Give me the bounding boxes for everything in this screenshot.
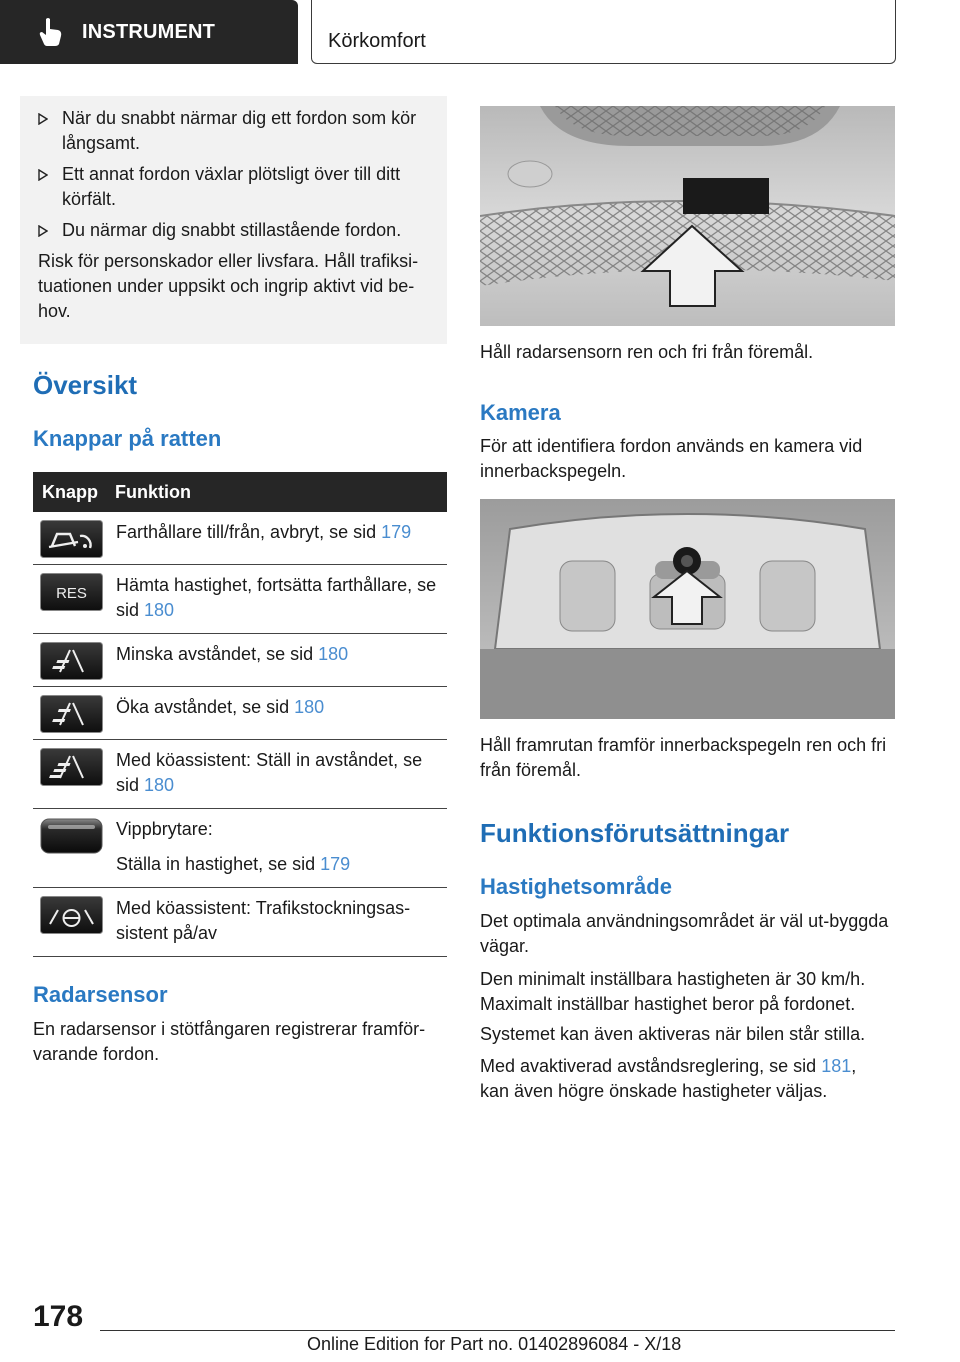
table-row — [33, 687, 447, 740]
warning-box — [20, 96, 447, 344]
page-link[interactable]: 181 — [821, 1056, 852, 1076]
camera-image-caption: Håll framrutan framför innerbackspegeln ren och fri från föremål. — [480, 735, 887, 780]
radar-image-caption: Håll radarsensorn ren och fri från föremål. — [480, 342, 814, 362]
page-link[interactable]: 179 — [320, 854, 351, 874]
function-cell: Hämta hastighet, fortsätta farthållare, se sid 180 — [111, 565, 447, 634]
warning-bullet: När du snabbt närmar dig ett fordon som kör långsamt. — [38, 106, 433, 156]
warning-bullet: Du närmar dig snabbt stillastående fordon. — [38, 218, 433, 243]
triangle-bullet-icon — [38, 225, 48, 237]
table-row — [33, 809, 447, 888]
table-row — [33, 512, 447, 565]
table-header-row — [33, 472, 447, 512]
radar-heading: Radarsensor — [33, 982, 168, 1007]
distance-decrease-icon — [40, 642, 103, 680]
chapter-tab[interactable] — [0, 0, 298, 64]
res-button-icon — [40, 573, 103, 611]
radar-text: En radarsensor i stötfångaren registrerar framför-varande fordon. — [33, 1019, 426, 1064]
chapter-tab-label: INSTRUMENT — [82, 20, 216, 43]
footer-edition: Online Edition for Part no. 01402896084 - X/18 — [307, 1334, 682, 1354]
function-cell: Vippbrytare: Ställa in hastighet, se sid 179 — [111, 809, 447, 888]
speed-paragraph-1: Det optimala användningsområdet är väl ut-byggda vägar. — [480, 911, 889, 956]
speed-paragraph-4: Med avaktiverad avståndsreglering, se sid 181, kan även högre önskade hastigheter väljas. — [480, 1056, 857, 1101]
radar-sensor-image — [480, 106, 895, 326]
warning-text: Risk för personskador eller livsfara. Håll trafiksi-tuationen under uppsikt och ingrip aktivt vid be-hov. — [38, 251, 419, 321]
warning-bullet: Ett annat fordon växlar plötsligt över till ditt körfält. — [38, 162, 433, 212]
table-row — [33, 740, 447, 809]
queue-assistant-distance-icon — [40, 748, 103, 786]
table-row — [33, 888, 447, 957]
footer-divider — [100, 1330, 895, 1331]
camera-text: För att identifiera fordon används en kamera vid innerbackspegeln. — [480, 436, 863, 481]
pointing-hand-icon — [38, 17, 64, 47]
function-cell: Med köassistent: Trafikstockningsas-sistent på/av — [111, 888, 447, 957]
speed-paragraph-3: Systemet kan även aktiveras när bilen står stilla. — [480, 1024, 866, 1044]
page-number: 178 — [33, 1300, 84, 1333]
triangle-bullet-icon — [38, 169, 48, 181]
traffic-jam-assistant-icon — [40, 896, 103, 934]
section-title-box — [311, 0, 896, 64]
function-cell: Med köassistent: Ställ in avståndet, se sid 180 — [111, 740, 447, 809]
page-link[interactable]: 180 — [144, 775, 175, 795]
page-link[interactable]: 180 — [144, 600, 175, 620]
triangle-bullet-icon — [38, 113, 48, 125]
page-link[interactable]: 180 — [294, 697, 325, 717]
cruise-control-icon — [40, 520, 103, 558]
column-header-function: Funktion — [111, 472, 447, 512]
section-title: Körkomfort — [328, 30, 426, 52]
page-link[interactable]: 179 — [381, 522, 412, 542]
function-cell: Farthållare till/från, avbryt, se sid 179 — [111, 512, 447, 565]
speed-paragraph-2: Den minimalt inställbara hastigheten är 30 km/h. Maximalt inställbar hastighet beror på fordonet. — [480, 969, 866, 1014]
column-header-button: Knapp — [33, 472, 111, 512]
speed-range-heading: Hastighetsområde — [480, 874, 672, 899]
function-cell: Minska avståndet, se sid 180 — [111, 634, 447, 687]
distance-increase-icon — [40, 695, 103, 733]
table-row — [33, 565, 447, 634]
requirements-heading: Funktionsförutsättningar — [480, 818, 790, 848]
rocker-switch-icon — [40, 817, 103, 855]
page-link[interactable]: 180 — [318, 644, 349, 664]
camera-image — [480, 499, 895, 719]
camera-heading: Kamera — [480, 400, 561, 425]
steering-buttons-heading: Knappar på ratten — [33, 426, 222, 451]
button-function-table — [33, 472, 447, 957]
table-row — [33, 634, 447, 687]
overview-heading: Översikt — [33, 370, 138, 400]
svg-text:RES: RES — [56, 585, 87, 602]
function-cell: Öka avståndet, se sid 180 — [111, 687, 447, 740]
